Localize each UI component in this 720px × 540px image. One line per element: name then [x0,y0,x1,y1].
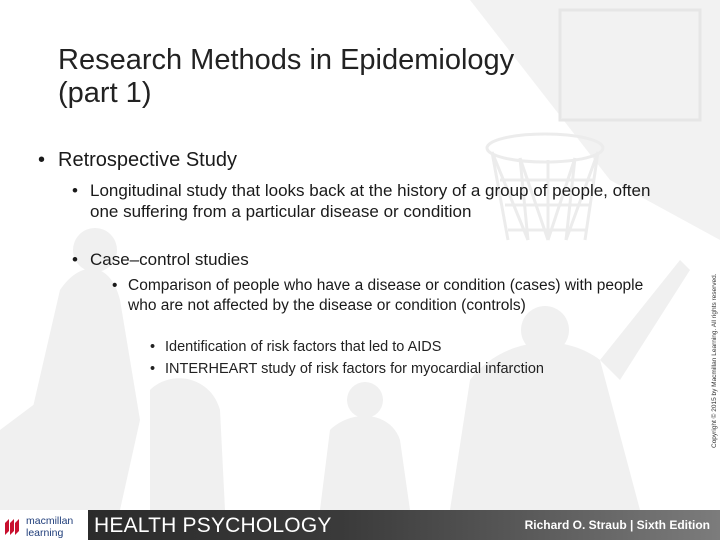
slide-title-line-2: (part 1) [58,77,152,109]
copyright-notice: Copyright © 2015 by Macmillan Learning. All rights reserved. [711,273,718,448]
slide-title [58,44,618,110]
publisher-name [26,515,73,539]
bullet-icon: • [72,250,78,269]
slide-title-line-1: Research Methods in Epidemiology [58,44,515,76]
bullet-icon: • [112,277,118,294]
bullet-text: Case–control studies [90,250,249,269]
bullet-level-2 [72,180,660,222]
bullet-level-4 [150,359,645,379]
publisher-name-line-1: macmillan [26,515,74,527]
bullet-icon: • [72,181,78,200]
book-title: HEALTH PSYCHOLOGY [94,514,332,537]
bullet-level-3 [112,276,668,316]
slide-footer [0,510,720,540]
bullet-icon: • [150,339,156,355]
footer-bar [88,510,720,540]
bullet-text: Comparison of people who have a disease or condition (cases) with people who are not affected by the disease or condition (controls) [128,277,644,314]
publisher-name-line-2: learning [26,527,64,539]
author-edition: Richard O. Straub | Sixth Edition [524,518,710,532]
bullet-text: Retrospective Study [58,149,237,171]
bullet-level-4 [150,337,645,357]
bullet-text: INTERHEART study of risk factors for myocardial infarction [165,361,544,377]
bullet-level-2 [72,249,660,270]
bullet-level-1 [38,148,237,172]
publisher-logo [4,513,86,539]
macmillan-logo-icon [4,517,22,537]
bullet-icon: • [150,361,156,377]
bullet-text: Longitudinal study that looks back at the history of a group of people, often one suffering from a particular disease or condition [90,181,651,221]
bullet-icon: • [38,149,46,171]
bullet-text: Identification of risk factors that led to AIDS [165,339,442,355]
